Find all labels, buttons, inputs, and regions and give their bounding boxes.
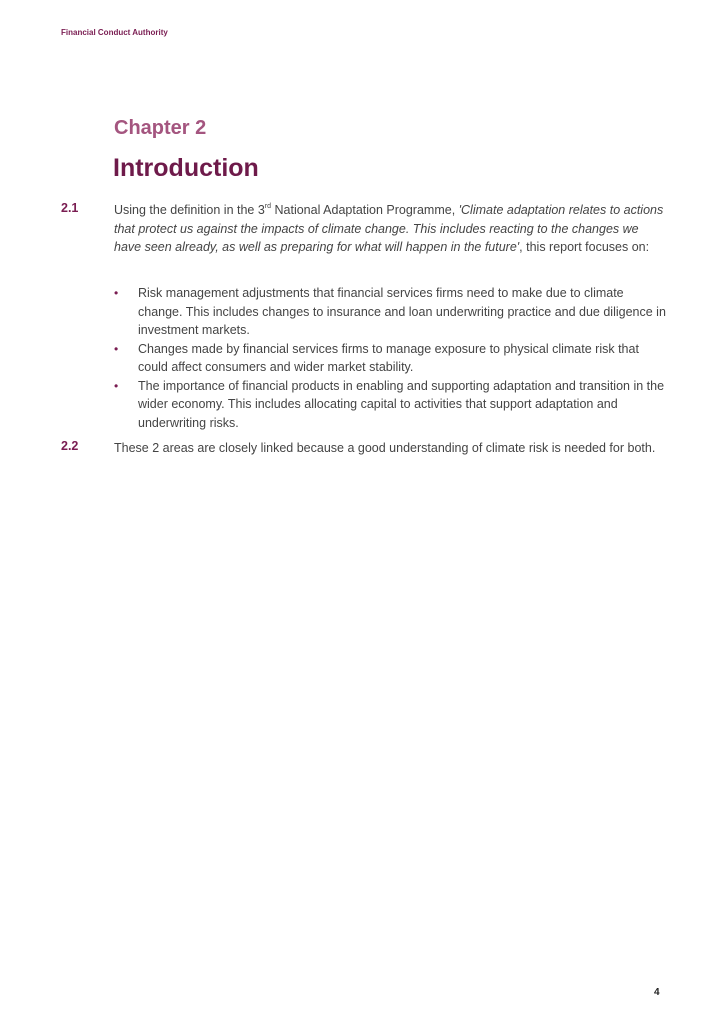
paragraph-text-end: , this report focuses on: [519, 240, 650, 254]
paragraph-text-start: Using the definition in the 3 [114, 203, 265, 217]
chapter-label: Chapter 2 [114, 117, 207, 139]
paragraph-text-middle: National Adaptation Programme, [271, 203, 459, 217]
focus-list [114, 284, 669, 432]
bullet-icon: • [114, 378, 119, 393]
ordinal-suffix: rd [264, 202, 272, 210]
definition-quote: 'Climate adaptation relates to actions that protect us against the impacts of climate change. This includes reacting to the changes we have seen already, as well as preparing for what will happen in the future' [114, 203, 664, 254]
paragraph-number: 2.2 [61, 439, 79, 453]
bullet-icon: • [114, 286, 119, 300]
paragraph-number: 2.1 [61, 201, 79, 215]
list-item [114, 284, 669, 340]
paragraph-text: These 2 areas are closely linked because a good understanding of climate risk is needed for both. [114, 441, 656, 455]
list-item [114, 340, 669, 377]
list-item-text: Risk management adjustments that financial services firms need to make due to climate change. This includes changes to insurance and loan underwriting practice and due diligence in investment markets. [138, 286, 666, 337]
list-item-text: The importance of financial products in enabling and supporting adaptation and transition in the wider economy. This includes allocating capital to activities that support adaptation and underwriting risks. [138, 378, 665, 430]
list-item-text: Changes made by financial services firms to manage exposure to physical climate risk that could affect consumers and wider market stability. [138, 341, 639, 374]
page-number: 4 [654, 987, 660, 998]
page-title: Introduction [113, 154, 259, 182]
list-item [114, 377, 669, 433]
organization-name: Financial Conduct Authority [61, 28, 168, 37]
paragraph-text [114, 201, 669, 257]
bullet-icon: • [114, 341, 119, 356]
